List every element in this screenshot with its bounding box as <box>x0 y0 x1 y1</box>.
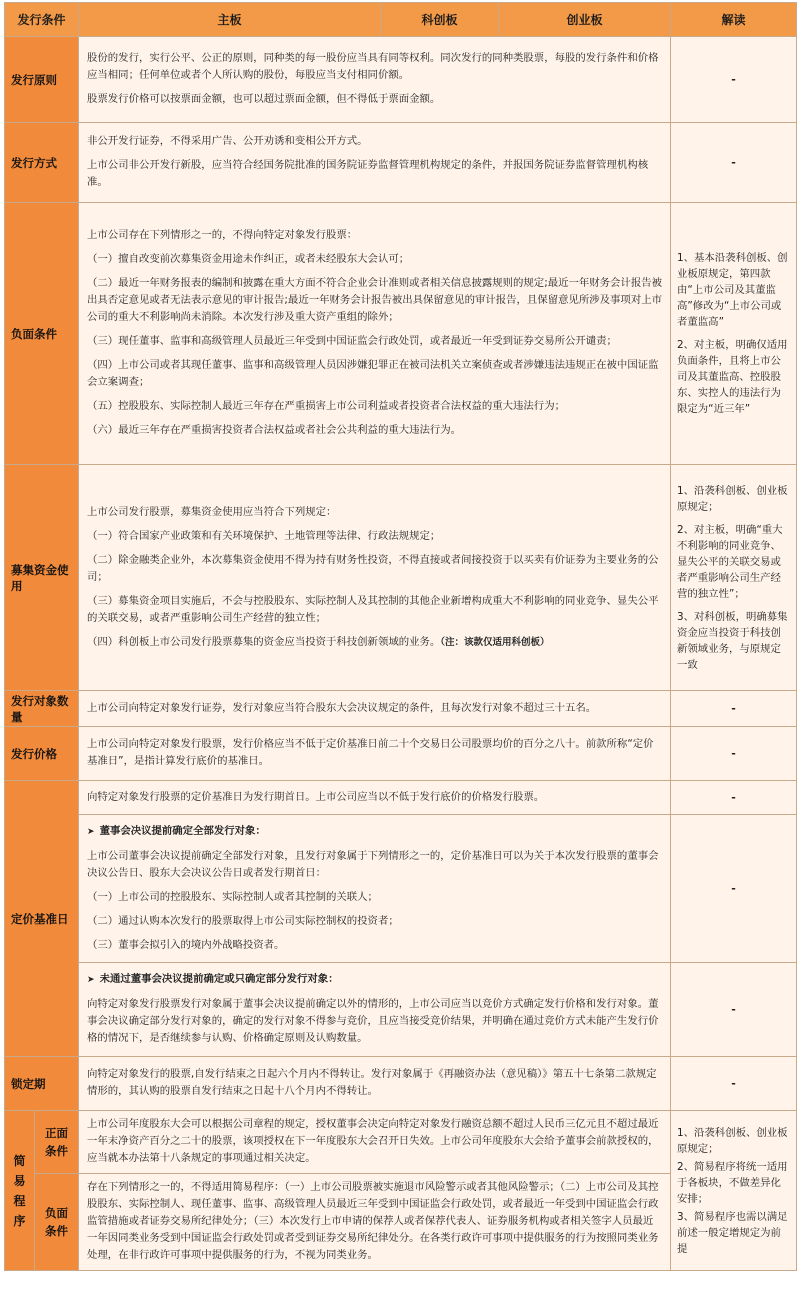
row-negative <box>5 203 797 465</box>
header-main-board: 主板 <box>79 3 381 37</box>
funds-item-1: （一）符合国家产业政策和有关环境保护、土地管理等法律、行政法规规定； <box>87 529 441 542</box>
label-count: 发行对象数量 <box>5 691 79 727</box>
pricing-heading-2-text: 未通过董事会决议提前确定或只确定部分发行对象： <box>99 973 339 985</box>
arrow-icon: ➤ <box>87 975 95 985</box>
pricing-heading-1 <box>87 823 662 841</box>
principle-text-2: 股票发行价格可以按票面金额，也可以超过票面金额，但不得低于票面金额。 <box>87 93 441 105</box>
simple-negative-text: 存在下列情形之一的，不得适用简易程序：（一）上市公司股票被实施退市风险警示或者其他风险警示；（二）上市公司及其控股股东、实际控制人、现任董事、监事、高级管理人员最近三年受到中国证监会行政处罚，或者最近一年受到中国证监会行政监管措施或者证券交易所纪律处分；（三）本次发行上市申请的保荐人或者保荐代表人、证券服务机构或者相关签字人员最近一年因同类业务受到中国证监会行政处罚或者受到证券交易所纪律处分。在各类行政许可事项中提供服务的行为按照同类业务处理，在非行政许可事项中提供服务的行为，不视为同类业务。 <box>87 1181 659 1261</box>
negative-item-4: （四）上市公司或者其现任董事、监事和高级管理人员因涉嫌犯罪正在被司法机关立案侦查或者涉嫌违法违规正在被中国证监会立案调查； <box>87 359 659 388</box>
label-simple-positive <box>35 1111 79 1174</box>
simple-note-2: 2、简易程序将统一适用于各板块，不做差异化安排； <box>677 1160 788 1205</box>
funds-item-4-text: （四）科创板上市公司发行股票募集的资金应当投资于科技创新领域的业务。 <box>87 635 441 648</box>
content-simple-negative <box>79 1174 671 1271</box>
funds-item-3: （三）募集资金项目实施后，不会与控股股东、实际控制人及其控制的其他企业新增构成重大不利影响的同业竞争、显失公平的关联交易，或者严重影响公司生产经营的独立性； <box>87 594 659 624</box>
method-text-2: 上市公司非公开发行新股，应当符合经国务院批准的国务院证券监督管理机构规定的条件，并报国务院证券监督管理机构核准。 <box>87 159 649 188</box>
pricing-board-item-2: （二）通过认购本次发行的股票取得上市公司实际控制权的投资者； <box>87 914 399 927</box>
row-simple-positive <box>5 1111 797 1174</box>
note-simple <box>671 1111 797 1271</box>
pricing-board-item-3: （三）董事会拟引入的境内外战略投资者。 <box>87 938 285 951</box>
label-principle: 发行原则 <box>5 37 79 123</box>
pricing-board-intro: 上市公司董事会决议提前确定全部发行对象，且发行对象属于下列情形之一的，定价基准日可以为关于本次发行股票的董事会决议公告日、股东大会决议公告日或者发行期首日： <box>87 849 659 879</box>
funds-note-1: 1、沿袭科创板、创业板原规定； <box>677 484 788 513</box>
arrow-icon: ➤ <box>87 826 95 837</box>
row-count <box>5 691 797 727</box>
content-price <box>79 727 671 781</box>
label-price: 发行价格 <box>5 727 79 781</box>
negative-intro: 上市公司存在下列情形之一的，不得向特定对象发行股票： <box>87 229 358 241</box>
funds-note-2: 2、对主板，明确“重大不利影响的同业竞争、显失公平的关联交易或者严重影响公司生产经营的独立性”； <box>677 523 783 600</box>
simple-note-1: 1、沿袭科创板、创业板原规定； <box>677 1126 788 1155</box>
row-pricing-date-2 <box>5 815 797 963</box>
method-text-1: 非公开发行证券，不得采用广告、公开劝诱和变相公开方式。 <box>87 135 368 147</box>
content-count <box>79 691 671 727</box>
label-negative: 负面条件 <box>5 203 79 465</box>
note-lockup: - <box>671 1057 797 1111</box>
simple-positive-text: 上市公司年度股东大会可以根据公司章程的规定，授权董事会决定向特定对象发行融资总额不超过人民币三亿元且不超过最近一年末净资产百分之二十的股票，该项授权在下一年度股东大会召开日失效。上市公司年度股东大会给予董事会前款授权的，应当就本办法第十八条规定的事项通过相关决定。 <box>87 1118 659 1164</box>
funds-item-4 <box>87 634 662 651</box>
funds-item-4-note: （注：该款仅适用科创板） <box>440 636 550 648</box>
negative-item-1: （一）擅自改变前次募集资金用途未作纠正，或者未经股东大会认可； <box>87 253 410 265</box>
issuance-conditions-table <box>4 2 797 1271</box>
label-method: 发行方式 <box>5 123 79 203</box>
negative-item-6: （六）最近三年存在严重损害投资者合法权益或者社会公共利益的重大违法行为。 <box>87 424 462 436</box>
content-simple-positive <box>79 1111 671 1174</box>
row-price <box>5 727 797 781</box>
pricing-auction-text: 向特定对象发行股票发行对象属于董事会决议提前确定以外的情形的，上市公司应当以竞价方式确定发行价格和发行对象。董事会决议确定部分发行对象的，确定的发行对象不得参与竞价，且应当接受竞价结果，并明确在通过竞价方式未能产生发行价格的情况下，是否继续参与认购、价格确定原则及认购数量。 <box>87 998 659 1044</box>
content-lockup <box>79 1057 671 1111</box>
content-pricing-auction <box>79 963 671 1057</box>
pricing-heading-2 <box>87 971 662 989</box>
note-pricing-2: - <box>671 815 797 963</box>
lockup-text: 向特定对象发行的股票,自发行结束之日起六个月内不得转让。发行对象属于《再融资办法（意见稿）》第五十七条第二款规定情形的，其认购的股票自发行结束之日起十八个月内不得转让。 <box>87 1068 657 1097</box>
principle-text-1: 股份的发行，实行公平、公正的原则，同种类的每一股份应当具有同等权利。同次发行的同种类股票，每股的发行条件和价格应当相同；任何单位或者个人所认购的股份，每股应当支付相同价额。 <box>87 52 659 81</box>
note-pricing-3: - <box>671 963 797 1057</box>
content-method <box>79 123 671 203</box>
note-price: - <box>671 727 797 781</box>
content-principle <box>79 37 671 123</box>
label-simple-negative <box>35 1174 79 1271</box>
funds-note-3: 3、对科创板，明确募集资金应当投资于科技创新领域业务，与原规定一致 <box>677 610 788 671</box>
row-principle <box>5 37 797 123</box>
funds-item-2: （二）除金融类企业外，本次募集资金使用不得为持有财务性投资，不得直接或者间接投资于以买卖有价证券为主要业务的公司； <box>87 553 659 583</box>
header-conditions: 发行条件 <box>5 3 79 37</box>
simple-note-3: 3、简易程序也需以满足前述一般定增规定为前提 <box>677 1210 788 1255</box>
simple-positive-label-text: 正面条件 <box>45 1126 68 1158</box>
negative-item-2: （二）最近一年财务报表的编制和披露在重大方面不符合企业会计准则或者相关信息披露规则的规定;最近一年财务会计报告被出具否定意见或者无法表示意见的审计报告;最近一年财务会计报告被出具保留意见的审计报告，且保留意见所涉及事项对上市公司的重大不利影响尚未消除。本次发行涉及重大资产重组的除外； <box>87 277 662 323</box>
content-negative <box>79 203 671 465</box>
row-method <box>5 123 797 203</box>
negative-note-2: 2、对主板，明确仅适用负面条件，且将上市公司及其董监高、控股股东、实控人的违法行为限定为“近三年” <box>677 339 788 415</box>
row-pricing-date-1 <box>5 781 797 815</box>
table-header-row <box>5 3 797 37</box>
simple-negative-label-text: 负面条件 <box>45 1206 68 1238</box>
note-negative <box>671 203 797 465</box>
price-text: 上市公司向特定对象发行股票，发行价格应当不低于定价基准日前二十个交易日公司股票均价的百分之八十。前款所称“定价基准日”，是指计算发行底价的基准日。 <box>87 738 654 767</box>
negative-item-5: （五）控股股东、实际控制人最近三年存在严重损害上市公司利益或者投资者合法权益的重大违法行为； <box>87 400 565 412</box>
note-count: - <box>671 691 797 727</box>
row-funds <box>5 465 797 691</box>
label-lockup: 锁定期 <box>5 1057 79 1111</box>
label-funds: 募集资金使用 <box>5 465 79 691</box>
note-funds <box>671 465 797 691</box>
content-funds <box>79 465 671 691</box>
content-pricing-board <box>79 815 671 963</box>
funds-intro: 上市公司发行股票，募集资金使用应当符合下列规定： <box>87 505 337 518</box>
simple-label-text: 简易程序 <box>13 1153 26 1228</box>
negative-note-1: 1、基本沿袭科创板、创业板原规定，第四款由“上市公司及其董监高”修改为“上市公司或者董监高” <box>677 252 788 328</box>
row-lockup <box>5 1057 797 1111</box>
negative-item-3: （三）现任董事、监事和高级管理人员最近三年受到中国证监会行政处罚，或者最近一年受到证券交易所公开谴责； <box>87 335 617 347</box>
header-chinext: 创业板 <box>499 3 671 37</box>
note-method: - <box>671 123 797 203</box>
label-pricing: 定价基准日 <box>5 781 79 1057</box>
pricing-text-0: 向特定对象发行股票的定价基准日为发行期首日。上市公司应当以不低于发行底价的价格发行股票。 <box>87 790 545 803</box>
note-principle: - <box>671 37 797 123</box>
count-text: 上市公司向特定对象发行证券，发行对象应当符合股东大会决议规定的条件，且每次发行对象不超过三十五名。 <box>87 701 597 714</box>
row-pricing-date-3 <box>5 963 797 1057</box>
regulation-table-wrapper <box>4 2 796 1271</box>
header-star-market: 科创板 <box>381 3 499 37</box>
pricing-heading-1-text: 董事会决议提前确定全部发行对象： <box>99 824 266 837</box>
content-pricing-base <box>79 781 671 815</box>
note-pricing-1: - <box>671 781 797 815</box>
pricing-board-item-1: （一）上市公司的控股股东、实际控制人或者其控制的关联人； <box>87 890 378 903</box>
header-interpretation: 解读 <box>671 3 797 37</box>
label-simple <box>5 1111 35 1271</box>
